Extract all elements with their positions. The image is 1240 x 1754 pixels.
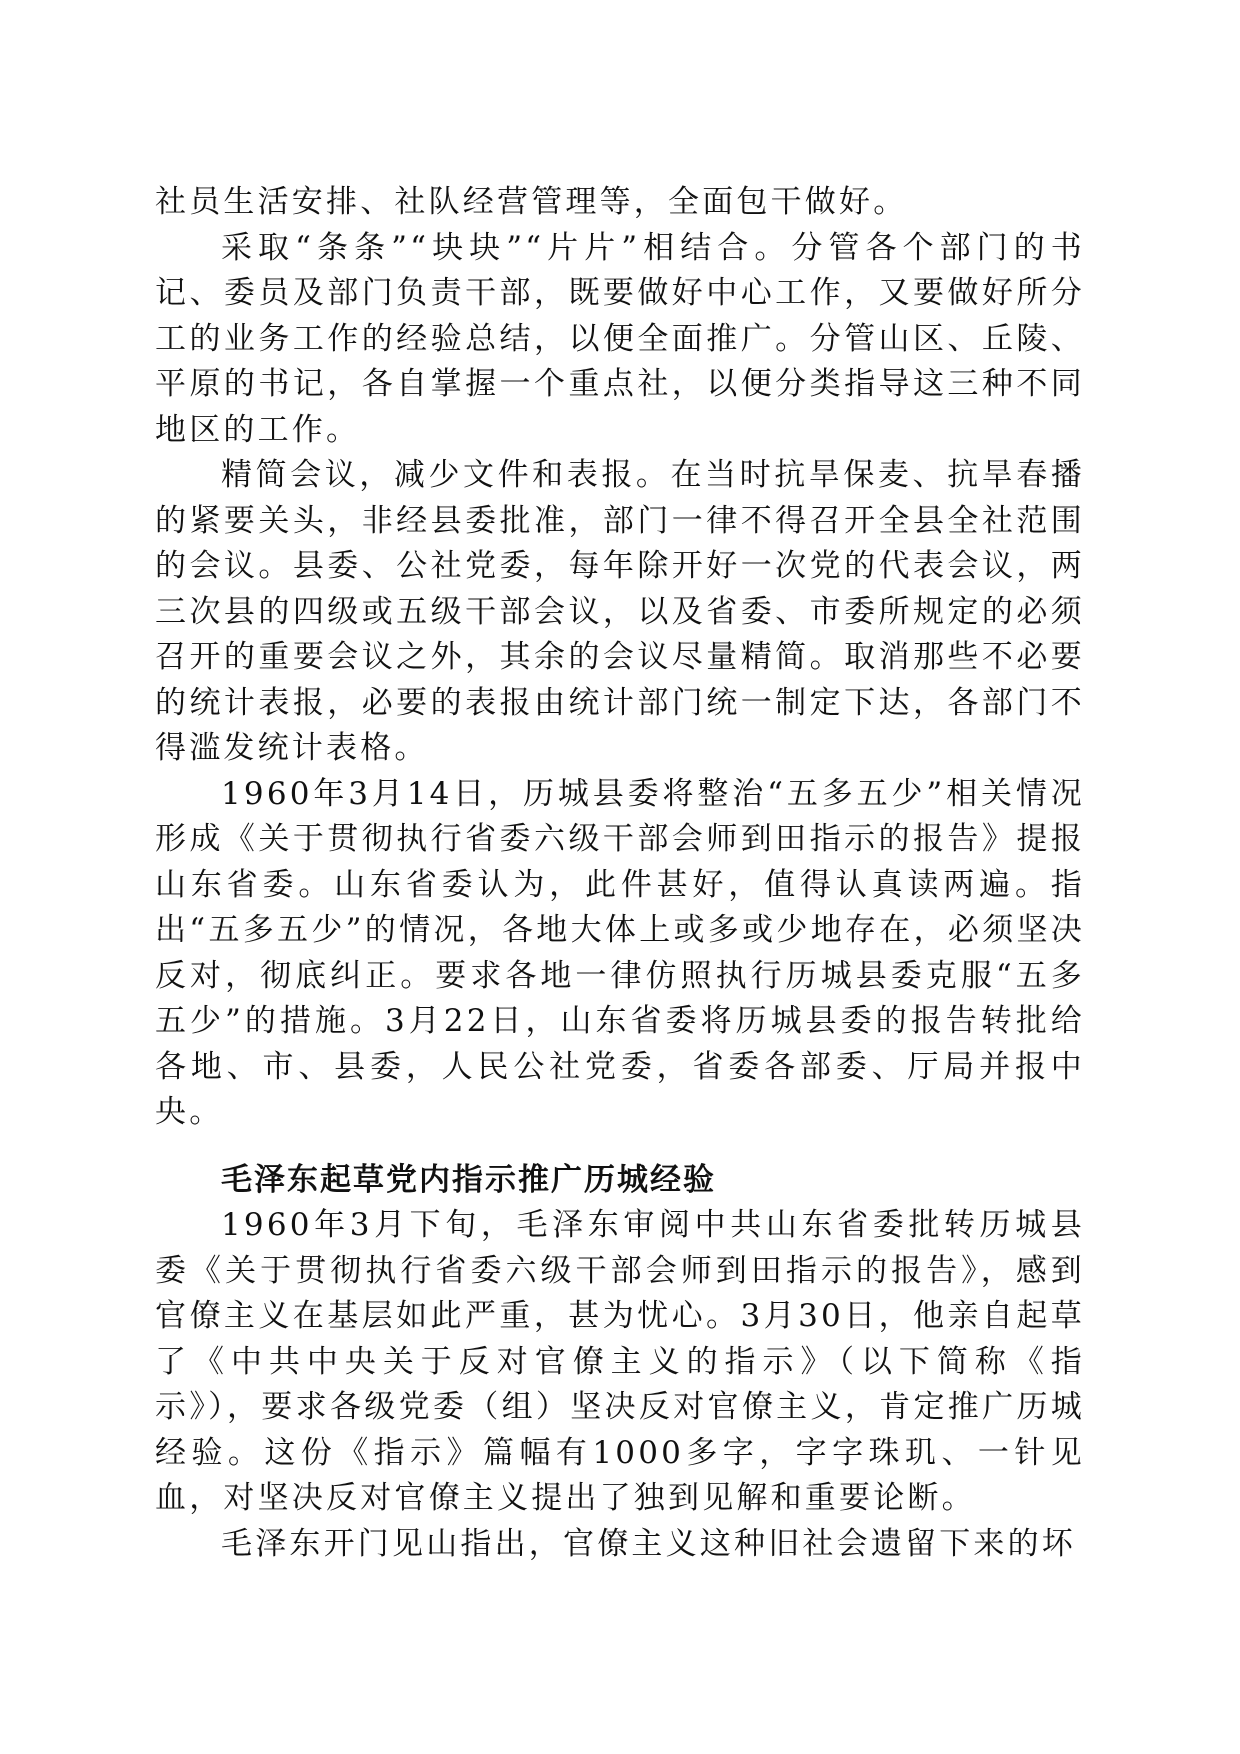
paragraph-continuation: 社员生活安排、社队经营管理等，全面包干做好。 [155,184,908,220]
document-body [155,180,1085,1567]
paragraph-licheng-report: 1960年3月14日，历城县委将整治“五多五少”相关情况形成《关于贯彻执行省委六级干部会师到田指示的报告》提报山东省委。山东省委认为，此件甚好，值得认真读两遍。指出“五多五少”的情况，各地大体上或多或少地存在，必须坚决反对，彻底纠正。要求各地一律仿照执行历城县委克服“五多五少”的措施。3月22日，山东省委将历城县委的报告转批给各地、市、县委，人民公社党委，省委各部委、厅局并报中央。 [155,775,1085,1130]
paragraph-tiao-kuai-pian: 采取“条条”“块块”“片片”相结合。分管各个部门的书记、委员及部门负责干部，既要做好中心工作，又要做好所分工的业务工作的经验总结，以便全面推广。分管山区、丘陵、平原的书记，各自掌握一个重点社，以便分类指导这三种不同地区的工作。 [155,229,1085,448]
paragraph-streamline-meetings: 精简会议，减少文件和表报。在当时抗旱保麦、抗旱春播的紧要关头，非经县委批准，部门一律不得召开全县全社范围的会议。县委、公社党委，每年除开好一次党的代表会议，两三次县的四级或五级干部会议，以及省委、市委所规定的必须召开的重要会议之外，其余的会议尽量精简。取消那些不必要的统计表报，必要的表报由统计部门统一制定下达，各部门不得滥发统计表格。 [155,457,1085,766]
section-title: 毛泽东起草党内指示推广历城经验 [221,1161,716,1198]
paragraph-mao-opening: 毛泽东开门见山指出，官僚主义这种旧社会遗留下来的坏 [221,1525,1076,1562]
paragraph-mao-instruction: 1960年3月下旬，毛泽东审阅中共山东省委批转历城县委《关于贯彻执行省委六级干部会师到田指示的报告》，感到官僚主义在基层如此严重，甚为忧心。3月30日，他亲自起草了《中共中央关于反对官僚主义的指示》（以下简称《指示》），要求各级党委（组）坚决反对官僚主义，肯定推广历城经验。这份《指示》篇幅有1000多字，字字珠玑、一针见血，对坚决反对官僚主义提出了独到见解和重要论断。 [155,1207,1085,1516]
